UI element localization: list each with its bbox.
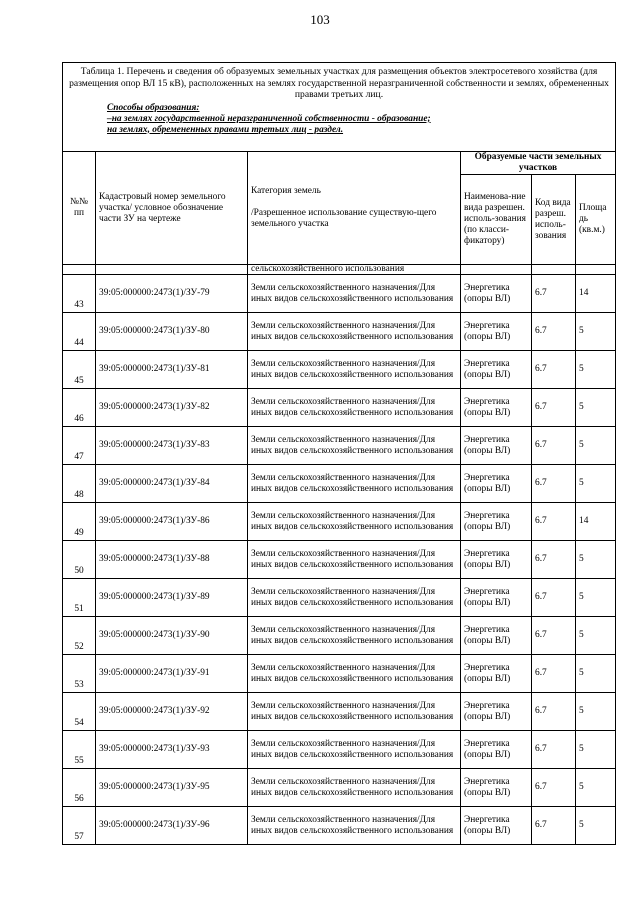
method-1: –на землях государственной неразграниченной собственности - образование;	[107, 113, 431, 124]
land-category: Земли сельскохозяйственного назначения/Для иных видов сельскохозяйственного использования	[248, 503, 461, 541]
caption-row	[63, 63, 616, 152]
use-name: Энергетика (опоры ВЛ)	[461, 655, 532, 693]
land-category: Земли сельскохозяйственного назначения/Для иных видов сельскохозяйственного использования	[248, 655, 461, 693]
use-code: 6.7	[532, 389, 576, 427]
row-number: 56	[63, 769, 96, 807]
row-number: 50	[63, 541, 96, 579]
land-plots-table	[62, 62, 616, 845]
use-name: Энергетика (опоры ВЛ)	[461, 465, 532, 503]
cadastral-number: 39:05:000000:2473(1)/ЗУ-96	[96, 807, 248, 845]
continuation-text: сельскохозяйственного использования	[248, 265, 461, 275]
header-use-name: Наименова-ние вида разрешен. исполь-зования (по класси-фикатору)	[461, 175, 532, 265]
cadastral-number: 39:05:000000:2473(1)/ЗУ-88	[96, 541, 248, 579]
use-code: 6.7	[532, 579, 576, 617]
use-name: Энергетика (опоры ВЛ)	[461, 275, 532, 313]
row-number: 55	[63, 731, 96, 769]
use-name: Энергетика (опоры ВЛ)	[461, 617, 532, 655]
use-code: 6.7	[532, 807, 576, 845]
cadastral-number: 39:05:000000:2473(1)/ЗУ-80	[96, 313, 248, 351]
table-row	[63, 655, 616, 693]
land-category: Земли сельскохозяйственного назначения/Для иных видов сельскохозяйственного использования	[248, 465, 461, 503]
row-number: 54	[63, 693, 96, 731]
use-name: Энергетика (опоры ВЛ)	[461, 503, 532, 541]
table-row	[63, 389, 616, 427]
table-row	[63, 807, 616, 845]
header-row-1	[63, 152, 616, 175]
use-code: 6.7	[532, 351, 576, 389]
row-number: 48	[63, 465, 96, 503]
table-row	[63, 427, 616, 465]
area-value: 5	[576, 313, 616, 351]
area-value: 5	[576, 693, 616, 731]
row-number: 52	[63, 617, 96, 655]
table-caption	[63, 63, 616, 152]
table-row	[63, 313, 616, 351]
table-row	[63, 579, 616, 617]
cadastral-number: 39:05:000000:2473(1)/ЗУ-95	[96, 769, 248, 807]
land-category: Земли сельскохозяйственного назначения/Для иных видов сельскохозяйственного использования	[248, 351, 461, 389]
use-code: 6.7	[532, 465, 576, 503]
table-row	[63, 617, 616, 655]
area-value: 5	[576, 541, 616, 579]
land-category: Земли сельскохозяйственного назначения/Для иных видов сельскохозяйственного использования	[248, 617, 461, 655]
formation-methods	[107, 103, 609, 136]
header-use-code: Код вида разреш. исполь-зования	[532, 175, 576, 265]
area-value: 5	[576, 655, 616, 693]
row-number: 44	[63, 313, 96, 351]
area-value: 14	[576, 503, 616, 541]
use-name: Энергетика (опоры ВЛ)	[461, 807, 532, 845]
table-row	[63, 731, 616, 769]
use-name: Энергетика (опоры ВЛ)	[461, 579, 532, 617]
use-name: Энергетика (опоры ВЛ)	[461, 313, 532, 351]
cadastral-number: 39:05:000000:2473(1)/ЗУ-84	[96, 465, 248, 503]
use-name: Энергетика (опоры ВЛ)	[461, 541, 532, 579]
land-category: Земли сельскохозяйственного назначения/Для иных видов сельскохозяйственного использования	[248, 541, 461, 579]
table-row	[63, 351, 616, 389]
page-number: 103	[310, 12, 330, 27]
table-row	[63, 541, 616, 579]
table-row	[63, 465, 616, 503]
use-code: 6.7	[532, 503, 576, 541]
use-name: Энергетика (опоры ВЛ)	[461, 389, 532, 427]
area-value: 5	[576, 465, 616, 503]
method-2: на землях, обремененных правами третьих лиц - раздел.	[107, 124, 344, 135]
row-number: 49	[63, 503, 96, 541]
cadastral-number: 39:05:000000:2473(1)/ЗУ-90	[96, 617, 248, 655]
header-group: Образуемые части земельных участков	[461, 152, 616, 175]
header-area: Площа дь (кв.м.)	[576, 175, 616, 265]
row-number: 43	[63, 275, 96, 313]
cadastral-number: 39:05:000000:2473(1)/ЗУ-82	[96, 389, 248, 427]
row-number: 57	[63, 807, 96, 845]
use-name: Энергетика (опоры ВЛ)	[461, 731, 532, 769]
cadastral-number: 39:05:000000:2473(1)/ЗУ-92	[96, 693, 248, 731]
area-value: 5	[576, 731, 616, 769]
land-category: Земли сельскохозяйственного назначения/Для иных видов сельскохозяйственного использования	[248, 693, 461, 731]
continuation-row	[63, 265, 616, 275]
cadastral-number: 39:05:000000:2473(1)/ЗУ-91	[96, 655, 248, 693]
header-cadastral: Кадастровый номер земельного участка/ условное обозначение части ЗУ на чертеже	[96, 152, 248, 265]
header-num: №№ пп	[63, 152, 96, 265]
use-name: Энергетика (опоры ВЛ)	[461, 427, 532, 465]
land-category: Земли сельскохозяйственного назначения/Для иных видов сельскохозяйственного использования	[248, 769, 461, 807]
use-name: Энергетика (опоры ВЛ)	[461, 351, 532, 389]
use-name: Энергетика (опоры ВЛ)	[461, 769, 532, 807]
row-number: 51	[63, 579, 96, 617]
area-value: 5	[576, 427, 616, 465]
table-row	[63, 769, 616, 807]
cadastral-number: 39:05:000000:2473(1)/ЗУ-83	[96, 427, 248, 465]
area-value: 5	[576, 351, 616, 389]
cadastral-number: 39:05:000000:2473(1)/ЗУ-81	[96, 351, 248, 389]
table-body	[63, 275, 616, 845]
use-code: 6.7	[532, 693, 576, 731]
area-value: 14	[576, 275, 616, 313]
land-category: Земли сельскохозяйственного назначения/Для иных видов сельскохозяйственного использования	[248, 275, 461, 313]
land-category: Земли сельскохозяйственного назначения/Для иных видов сельскохозяйственного использования	[248, 731, 461, 769]
land-category: Земли сельскохозяйственного назначения/Для иных видов сельскохозяйственного использования	[248, 389, 461, 427]
land-category: Земли сельскохозяйственного назначения/Для иных видов сельскохозяйственного использования	[248, 427, 461, 465]
area-value: 5	[576, 579, 616, 617]
area-value: 5	[576, 617, 616, 655]
methods-label: Способы образования:	[107, 102, 200, 113]
use-code: 6.7	[532, 313, 576, 351]
use-code: 6.7	[532, 655, 576, 693]
area-value: 5	[576, 389, 616, 427]
row-number: 47	[63, 427, 96, 465]
use-code: 6.7	[532, 427, 576, 465]
row-number: 46	[63, 389, 96, 427]
use-code: 6.7	[532, 617, 576, 655]
land-category: Земли сельскохозяйственного назначения/Для иных видов сельскохозяйственного использования	[248, 579, 461, 617]
land-category: Земли сельскохозяйственного назначения/Для иных видов сельскохозяйственного использования	[248, 807, 461, 845]
area-value: 5	[576, 807, 616, 845]
use-code: 6.7	[532, 541, 576, 579]
use-code: 6.7	[532, 769, 576, 807]
row-number: 45	[63, 351, 96, 389]
table-row	[63, 693, 616, 731]
row-number: 53	[63, 655, 96, 693]
cadastral-number: 39:05:000000:2473(1)/ЗУ-89	[96, 579, 248, 617]
area-value: 5	[576, 769, 616, 807]
use-code: 6.7	[532, 275, 576, 313]
use-name: Энергетика (опоры ВЛ)	[461, 693, 532, 731]
caption-title: Таблица 1. Перечень и сведения об образуемых земельных участках для размещения объектов электросетевого хозяйства (для размещения опор ВЛ 15 кВ), расположенных на землях государственной неразграниченной собственности и землях, обремененных правами третьих лиц.	[69, 66, 609, 100]
header-category: Категория земель /Разрешенное использование существую-щего земельного участка	[248, 152, 461, 265]
cadastral-number: 39:05:000000:2473(1)/ЗУ-79	[96, 275, 248, 313]
table-row	[63, 275, 616, 313]
use-code: 6.7	[532, 731, 576, 769]
land-category: Земли сельскохозяйственного назначения/Для иных видов сельскохозяйственного использования	[248, 313, 461, 351]
cadastral-number: 39:05:000000:2473(1)/ЗУ-86	[96, 503, 248, 541]
cadastral-number: 39:05:000000:2473(1)/ЗУ-93	[96, 731, 248, 769]
table-row	[63, 503, 616, 541]
